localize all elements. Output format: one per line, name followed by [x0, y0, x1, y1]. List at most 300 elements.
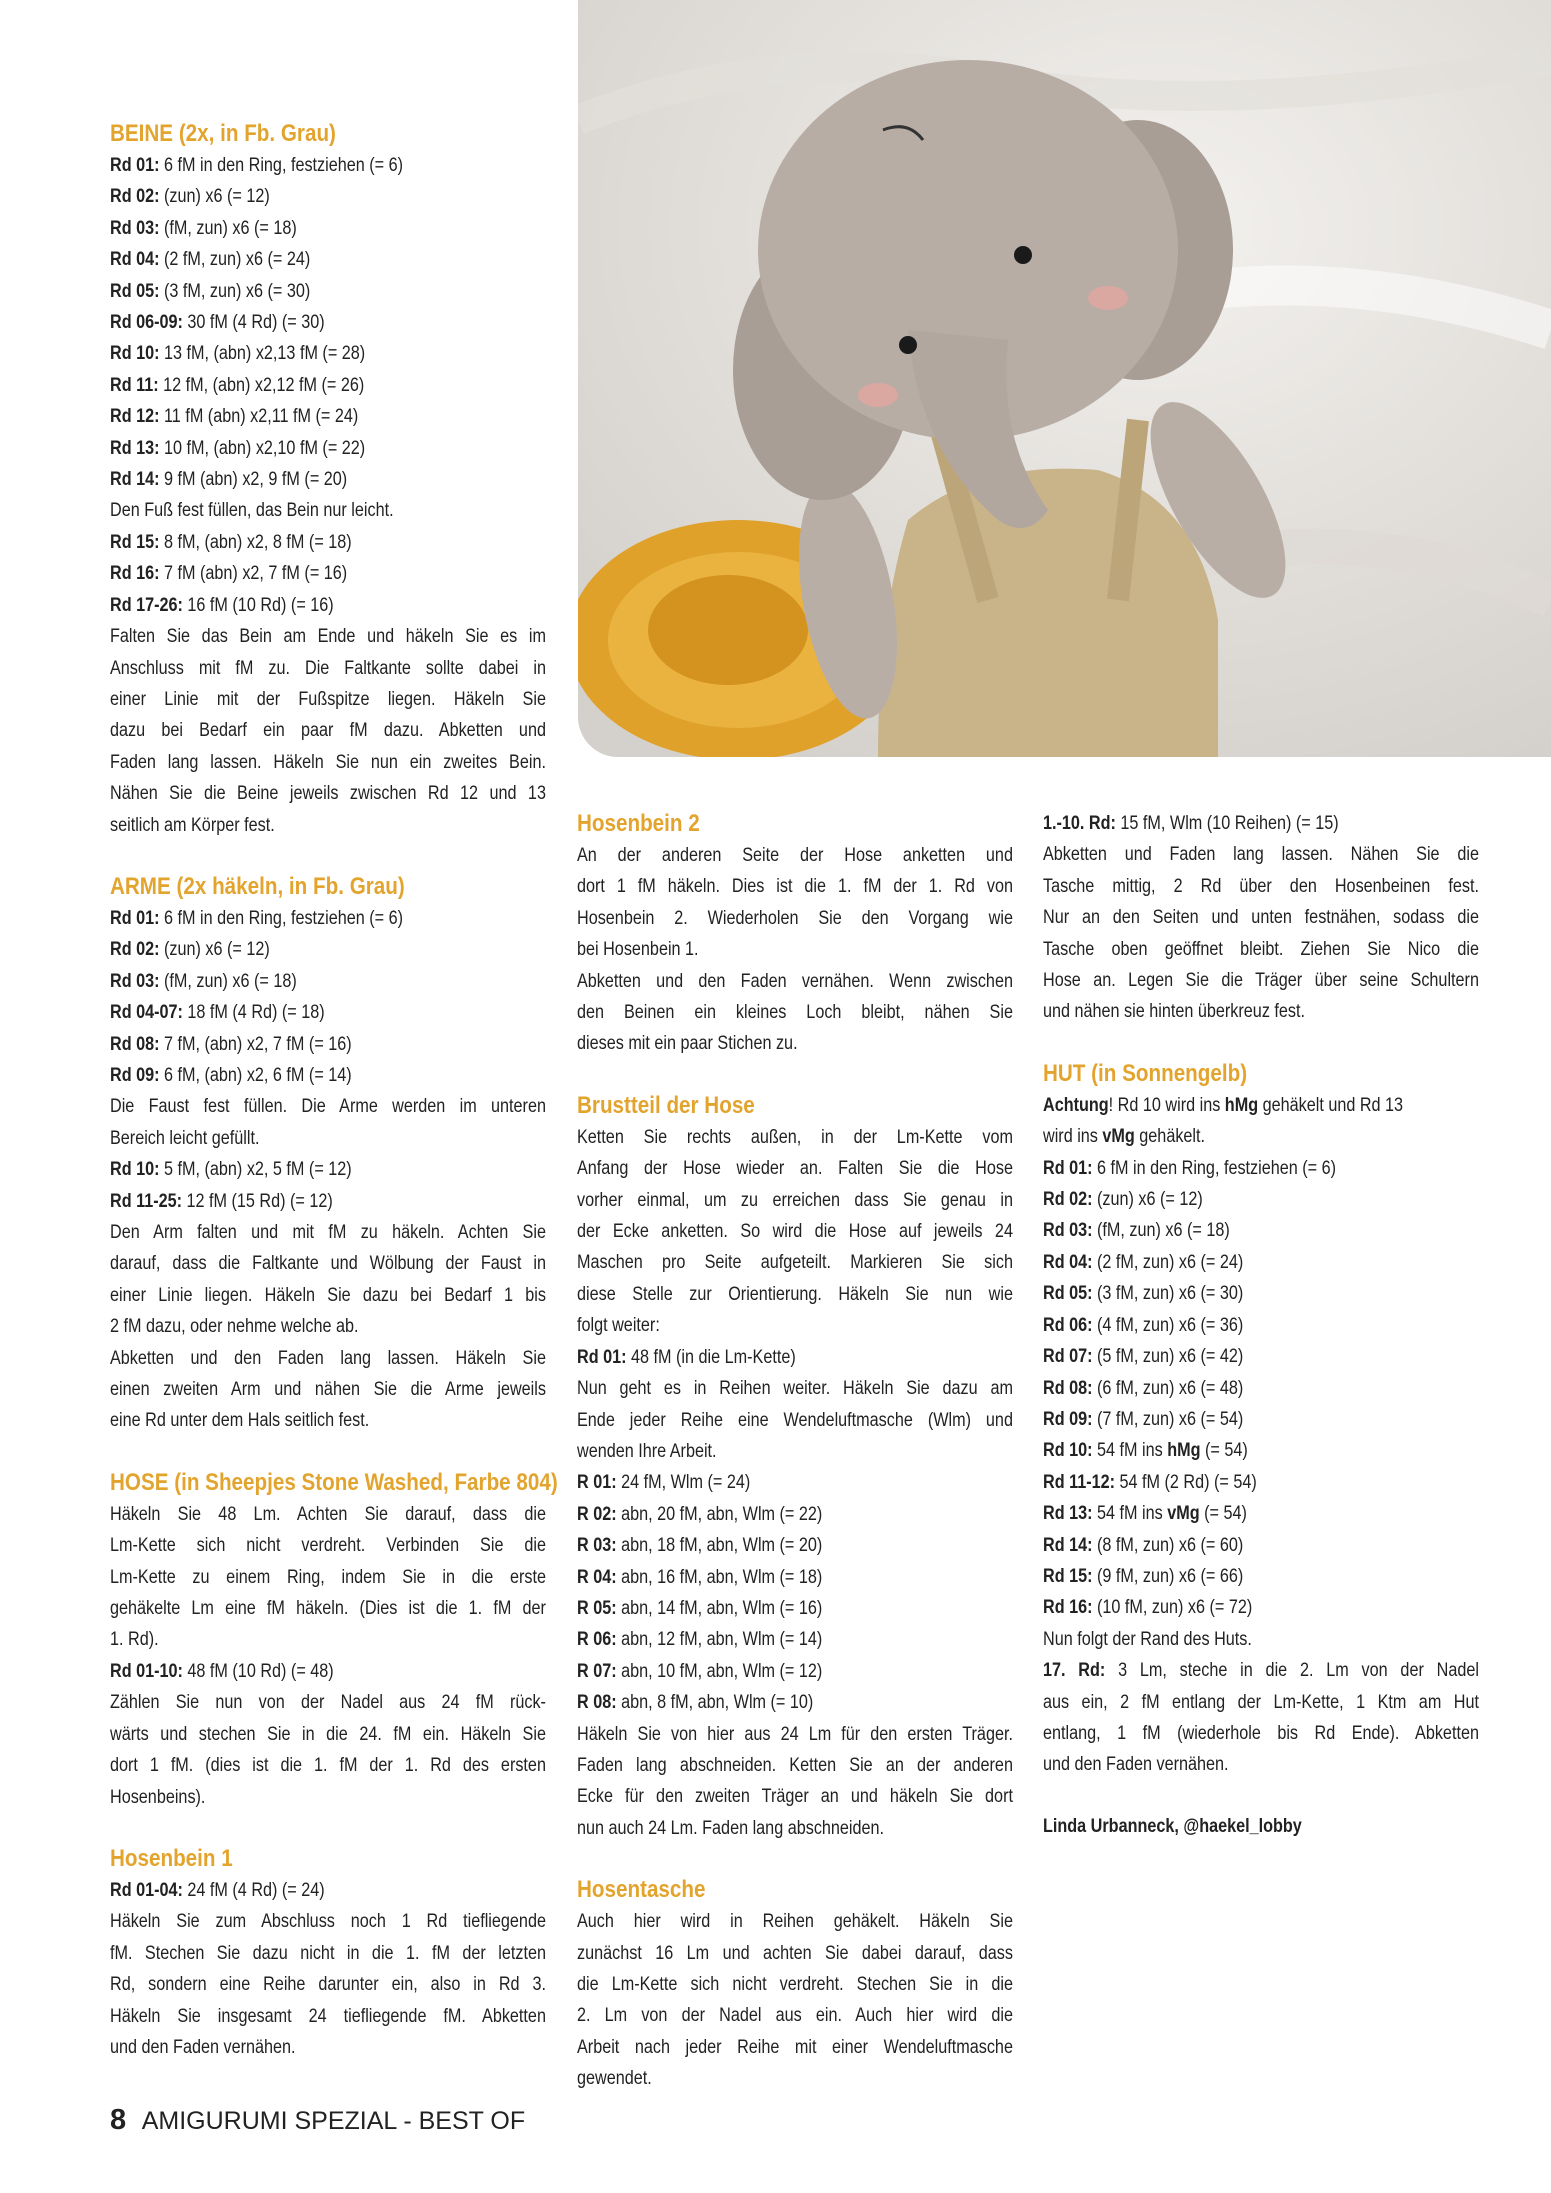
bold-text: Rd 05:: [1043, 1283, 1093, 1305]
text-run: eine Rd unter dem Hals seitlich fest.: [110, 1410, 370, 1432]
text-line: [110, 338, 476, 369]
section: [577, 1874, 1013, 2094]
text-line: [577, 1906, 1013, 1937]
text-run: Nur an den Seiten und unten festnähen, sodass die: [1043, 907, 1479, 929]
text-line: [577, 1373, 1013, 1404]
text-run: (10 fM, zun) x6 (= 72): [1092, 1597, 1253, 1619]
bold-text: Rd 16:: [1043, 1597, 1093, 1619]
bold-text: Achtung: [1043, 1094, 1109, 1116]
bold-text: Rd 03:: [110, 217, 160, 239]
text-run: (zun) x6 (= 12): [1092, 1189, 1203, 1211]
text-line: [110, 778, 546, 809]
text-line: [110, 1154, 476, 1185]
text-line: [110, 1060, 476, 1091]
bold-text: 17. Rd:: [1043, 1660, 1106, 1682]
text-line: [110, 715, 546, 746]
text-line: [577, 1624, 943, 1655]
text-line: [1043, 1341, 1409, 1372]
text-run: 6 fM, (abn) x2, 6 fM (= 14): [159, 1064, 352, 1086]
text-run: (2 fM, zun) x6 (= 24): [1092, 1251, 1244, 1273]
text-run: (9 fM, zun) x6 (= 66): [1092, 1565, 1244, 1587]
text-run: einer Linie liegen. Häkeln Sie dazu bei Bedarf 1 bis: [110, 1284, 546, 1306]
text-run: 16 fM (10 Rd) (= 16): [182, 594, 334, 616]
text-line: [1043, 1435, 1409, 1466]
text-line: [1043, 1655, 1479, 1686]
bold-text: Rd 04:: [110, 249, 160, 271]
text-run: abn, 16 fM, abn, Wlm (= 18): [616, 1566, 823, 1588]
section: [1043, 1058, 1479, 1781]
bold-text: Rd 10:: [1043, 1440, 1093, 1462]
text-line: [577, 966, 1013, 997]
text-line: [110, 1217, 546, 1248]
text-line: [1043, 1561, 1409, 1592]
text-line: [110, 1186, 476, 1217]
text-line: [577, 934, 943, 965]
text-line: [110, 1123, 476, 1154]
text-run: 12 fM, (abn) x2,12 fM (= 26): [158, 374, 365, 396]
text-line: [110, 934, 476, 965]
text-line: [1043, 965, 1479, 996]
text-line: [577, 997, 1013, 1028]
text-run: und den Faden vernähen.: [110, 2036, 296, 2058]
text-run: der Ecke anketten. So wird die Hose auf jeweils 24: [577, 1221, 1013, 1243]
text-run: Häkeln Sie insgesamt 24 tiefliegende fM. Abketten: [110, 2005, 546, 2027]
text-run: nun auch 24 Lm. Faden lang abschneiden.: [577, 1817, 885, 1839]
text-run: 2 fM dazu, oder nehme welche ab.: [110, 1316, 359, 1338]
text-line: [110, 1530, 546, 1561]
text-run: Lm-Kette zu einem Ring, indem Sie in die erste: [110, 1566, 546, 1588]
text-line: [577, 1969, 1013, 2000]
text-run: (3 fM, zun) x6 (= 30): [1092, 1283, 1244, 1305]
bold-text: hMg: [1167, 1440, 1201, 1462]
text-run: Abketten und den Faden vernähen. Wenn zwischen: [577, 970, 1013, 992]
text-line: [1043, 1247, 1409, 1278]
text-run: folgt weiter:: [577, 1315, 660, 1337]
bold-text: 1.-10. Rd:: [1043, 813, 1116, 834]
column-left: [110, 118, 558, 2093]
bold-text: Rd 09:: [1043, 1408, 1093, 1430]
text-run: Rd, sondern eine Reihe darunter ein, also in Rd 3.: [110, 1974, 546, 1996]
bold-text: R 08:: [577, 1692, 617, 1714]
bold-text: Rd 14:: [1043, 1534, 1093, 1556]
text-line: [110, 1750, 546, 1781]
text-run: Nun folgt der Rand des Huts.: [1043, 1628, 1252, 1650]
bold-text: Rd 01:: [110, 155, 160, 176]
text-line: [577, 1687, 943, 1718]
text-run: gehäkelt und Rd 13: [1258, 1094, 1404, 1116]
bold-text: R 03:: [577, 1535, 617, 1557]
text-line: [110, 244, 476, 275]
text-run: Häkeln Sie 48 Lm. Achten Sie darauf, dass die: [110, 1503, 546, 1525]
text-run: Ketten Sie rechts außen, in der Lm-Kette vom: [577, 1126, 1013, 1148]
text-run: abn, 8 fM, abn, Wlm (= 10): [616, 1692, 814, 1714]
text-run: Abketten und den Faden lang lassen. Häkeln Sie: [110, 1347, 546, 1369]
text-run: (2 fM, zun) x6 (= 24): [159, 249, 311, 271]
text-run: 24 fM (4 Rd) (= 24): [182, 1879, 325, 1901]
text-line: [577, 1185, 1013, 1216]
text-line: [577, 1216, 1013, 1247]
bold-text: Rd 01-04:: [110, 1879, 183, 1901]
magazine-title: AMIGURUMI SPEZIAL - BEST OF: [141, 2107, 526, 2135]
bold-text: R 06:: [577, 1629, 617, 1651]
elephant-illustration: [578, 0, 1551, 757]
text-line: [110, 181, 476, 212]
bold-text: vMg: [1167, 1503, 1200, 1525]
text-run: (fM, zun) x6 (= 18): [159, 970, 297, 992]
text-run: gehäkelt.: [1134, 1126, 1206, 1148]
text-line: [110, 276, 476, 307]
text-line: [577, 2063, 943, 2094]
bold-text: R 05:: [577, 1597, 617, 1619]
text-run: abn, 20 fM, abn, Wlm (= 22): [616, 1503, 823, 1525]
text-run: (zun) x6 (= 12): [159, 186, 270, 208]
text-line: [1043, 1718, 1479, 1749]
bold-text: Rd 05:: [110, 280, 160, 302]
section: [1043, 808, 1479, 1028]
text-line: [110, 653, 546, 684]
text-run: Faden lang abschneiden. Ketten Sie an der anderen: [577, 1754, 1013, 1776]
text-line: [577, 903, 1013, 934]
text-run: 54 fM ins: [1092, 1503, 1168, 1525]
text-line: [577, 1562, 943, 1593]
text-line: [110, 213, 476, 244]
bold-text: Rd 06:: [1043, 1314, 1093, 1336]
text-run: dort 1 fM. (dies ist die 1. fM der 1. Rd des ersten: [110, 1755, 546, 1777]
text-run: (4 fM, zun) x6 (= 36): [1092, 1314, 1244, 1336]
text-run: Bereich leicht gefüllt.: [110, 1127, 260, 1149]
text-run: Auch hier wird in Reihen gehäkelt. Häkeln Sie: [577, 1911, 1013, 1933]
text-run: Tasche mittig, 2 Rd über den Hosenbeinen fest.: [1043, 875, 1479, 897]
bold-text: Rd 09:: [110, 1064, 160, 1086]
text-line: [1043, 1310, 1409, 1341]
text-line: [110, 1656, 476, 1687]
text-line: [577, 1122, 1013, 1153]
text-line: [110, 495, 476, 526]
text-line: [110, 2032, 476, 2063]
text-line: [110, 1969, 546, 2000]
text-run: Maschen pro Seite aufgeteilt. Markieren Sie sich: [577, 1252, 1013, 1274]
bold-text: Rd 12:: [110, 406, 160, 428]
text-line: [1043, 1373, 1409, 1404]
text-run: einer Linie mit der Fußspitze liegen. Häkeln Sie: [110, 688, 546, 710]
text-run: Anschluss mit fM zu. Die Faltkante sollte dabei in: [110, 657, 546, 679]
column-right: [1043, 808, 1479, 1872]
bold-text: R 01:: [577, 1472, 617, 1494]
text-line: [1043, 1153, 1409, 1184]
text-run: Ende jeder Reihe eine Wendeluftmasche (Wlm) und: [577, 1409, 1013, 1431]
section: [110, 118, 546, 841]
text-run: entlang, 1 fM (wiederhole bis Rd Ende). Abketten: [1043, 1722, 1479, 1744]
bold-text: R 04:: [577, 1566, 617, 1588]
text-run: 7 fM, (abn) x2, 7 fM (= 16): [159, 1033, 352, 1055]
text-run: 2. Lm von der Nadel aus ein. Auch hier wird die: [577, 2005, 1013, 2027]
text-run: abn, 14 fM, abn, Wlm (= 16): [616, 1597, 823, 1619]
bold-text: Rd 11-12:: [1043, 1471, 1116, 1493]
text-run: (zun) x6 (= 12): [159, 939, 270, 961]
text-line: [577, 1499, 943, 1530]
text-run: (8 fM, zun) x6 (= 60): [1092, 1534, 1244, 1556]
text-run: An der anderen Seite der Hose anketten und: [577, 845, 1013, 866]
text-run: Ecke für den zweiten Träger an und häkeln Sie dort: [577, 1786, 1013, 1808]
page-footer: [110, 2104, 525, 2137]
text-run: 18 fM (4 Rd) (= 18): [182, 1002, 325, 1024]
text-run: und nähen sie hinten überkreuz fest.: [1043, 1001, 1306, 1023]
bold-text: Rd 13:: [1043, 1503, 1093, 1525]
text-line: [110, 810, 476, 841]
text-line: [110, 401, 476, 432]
text-line: [1043, 808, 1409, 839]
text-line: [577, 871, 1013, 902]
bold-text: Rd 10:: [110, 343, 160, 365]
text-run: Den Fuß fest füllen, das Bein nur leicht.: [110, 500, 394, 522]
text-run: 54 fM (2 Rd) (= 54): [1115, 1471, 1257, 1493]
text-run: 30 fM (4 Rd) (= 30): [182, 312, 325, 334]
text-run: (fM, zun) x6 (= 18): [1092, 1220, 1230, 1242]
text-line: [110, 997, 476, 1028]
text-run: gewendet.: [577, 2068, 652, 2090]
text-run: Faden lang lassen. Häkeln Sie nun ein zweites Bein.: [110, 751, 546, 773]
text-line: [110, 307, 476, 338]
text-line: [577, 1342, 943, 1373]
text-run: 12 fM (15 Rd) (= 12): [182, 1190, 333, 1212]
text-line: [110, 903, 476, 934]
section: [577, 808, 1013, 1060]
text-line: [110, 966, 476, 997]
bold-text: Rd 15:: [110, 531, 160, 553]
text-run: und den Faden vernähen.: [1043, 1754, 1229, 1776]
section-heading: ARME (2x häkeln, in Fb. Grau): [110, 872, 405, 900]
text-run: Anfang der Hose wieder an. Falten Sie die Hose: [577, 1158, 1013, 1180]
text-line: [577, 1153, 1013, 1184]
text-line: [1043, 1687, 1479, 1718]
text-line: [1043, 1749, 1409, 1780]
text-run: gehäkelte Lm eine fM häkeln. (Dies ist die 1. fM der: [110, 1598, 546, 1620]
bold-text: Rd 13:: [110, 437, 160, 459]
bold-text: Rd 04:: [1043, 1251, 1093, 1273]
bold-text: Rd 02:: [110, 939, 160, 961]
text-line: [110, 150, 476, 181]
text-run: vorher einmal, um zu erreichen dass Sie genau in: [577, 1189, 1013, 1211]
text-run: 48 fM (in die Lm-Kette): [626, 1346, 796, 1368]
text-run: einen zweiten Arm und nähen Sie die Arme jeweils: [110, 1379, 546, 1401]
text-run: 24 fM, Wlm (= 24): [616, 1472, 751, 1494]
text-run: Nähen Sie die Beine jeweils zwischen Rd 12 und 13: [110, 783, 546, 805]
text-line: [1043, 1624, 1409, 1655]
text-run: diese Stelle zur Orientierung. Häkeln Sie nun wie: [577, 1283, 1013, 1305]
text-line: [110, 1374, 546, 1405]
text-run: dazu bei Bedarf ein paar fM dazu. Abketten und: [110, 720, 546, 742]
text-line: [110, 1624, 476, 1655]
text-line: [1043, 934, 1479, 965]
text-run: 1. Rd).: [110, 1629, 159, 1651]
text-run: wärts und stechen Sie in die 24. fM ein. Häkeln Sie: [110, 1723, 546, 1745]
text-run: (= 54): [1200, 1440, 1248, 1462]
text-line: [577, 1467, 943, 1498]
text-run: bei Hosenbein 1.: [577, 939, 699, 961]
text-line: [110, 1938, 546, 1969]
text-run: 5 fM, (abn) x2, 5 fM (= 12): [159, 1159, 352, 1181]
page-number: 8: [110, 2104, 127, 2136]
bold-text: Rd 17-26:: [110, 594, 183, 616]
text-run: zunächst 16 Lm und achten Sie dabei darauf, dass: [577, 1942, 1013, 1964]
text-run: darauf, dass die Faltkante und Wölbung der Faust in: [110, 1253, 546, 1275]
text-line: [1043, 1090, 1409, 1121]
text-line: [1043, 1121, 1409, 1152]
text-line: [110, 1875, 476, 1906]
text-run: aus ein, 2 fM entlang der Lm-Kette, 1 Ktm am Hut: [1043, 1691, 1479, 1713]
bold-text: vMg: [1102, 1126, 1135, 1148]
text-line: [1043, 1404, 1409, 1435]
bold-text: hMg: [1224, 1094, 1259, 1116]
section-heading: Hosenbein 2: [577, 810, 700, 837]
text-run: abn, 10 fM, abn, Wlm (= 12): [616, 1660, 823, 1682]
text-run: (3 fM, zun) x6 (= 30): [159, 280, 311, 302]
text-line: [577, 1279, 1013, 1310]
section: [110, 871, 546, 1437]
text-run: (6 fM, zun) x6 (= 48): [1092, 1377, 1244, 1399]
bold-text: Linda Urbanneck, @haekel_lobby: [1043, 1815, 1302, 1837]
text-run: Hosenbeins).: [110, 1786, 206, 1808]
text-line: [577, 1781, 1013, 1812]
section: [110, 1467, 558, 1813]
text-line: [1043, 1530, 1409, 1561]
bold-text: Rd 14:: [110, 469, 160, 491]
text-line: [577, 840, 1013, 871]
bold-text: Rd 08:: [110, 1033, 160, 1055]
text-run: den Beinen ein kleines Loch bleibt, nähen Sie: [577, 1002, 1013, 1024]
text-line: [110, 1029, 476, 1060]
text-run: dieses mit ein paar Stichen zu.: [577, 1033, 798, 1055]
text-line: [577, 1750, 1013, 1781]
text-line: [1043, 996, 1409, 1027]
text-run: Den Arm falten und mit fM zu häkeln. Achten Sie: [110, 1222, 546, 1243]
text-run: (7 fM, zun) x6 (= 54): [1092, 1408, 1244, 1430]
text-line: [110, 1405, 476, 1436]
bold-text: Rd 01:: [110, 907, 160, 929]
bold-text: Rd 07:: [1043, 1346, 1093, 1368]
text-run: abn, 12 fM, abn, Wlm (= 14): [616, 1629, 823, 1651]
text-line: [110, 747, 546, 778]
bold-text: R 07:: [577, 1660, 617, 1682]
text-run: Häkeln Sie von hier aus 24 Lm für den ersten Träger.: [577, 1723, 1013, 1745]
text-line: [110, 1248, 546, 1279]
text-line: [110, 558, 476, 589]
text-line: [110, 1906, 546, 1937]
text-run: 11 fM (abn) x2,11 fM (= 24): [159, 406, 359, 428]
text-line: [577, 1028, 943, 1059]
section: [110, 1843, 546, 2063]
bold-text: Rd 15:: [1043, 1565, 1093, 1587]
text-run: 8 fM, (abn) x2, 8 fM (= 18): [159, 531, 352, 553]
section: [577, 1090, 1013, 1844]
section-heading: HOSE (in Sheepjes Stone Washed, Farbe 804): [110, 1468, 558, 1496]
text-run: 10 fM, (abn) x2,10 fM (= 22): [159, 437, 366, 459]
text-line: [577, 1813, 943, 1844]
text-line: [110, 590, 476, 621]
text-line: [577, 1310, 943, 1341]
section-heading: Hosenbein 1: [110, 1844, 233, 1872]
text-line: [1043, 871, 1479, 902]
bold-text: Rd 06-09:: [110, 312, 183, 334]
text-run: Hosenbein 2. Wiederholen Sie den Vorgang wie: [577, 907, 1013, 929]
text-run: 3 Lm, steche in die 2. Lm von der Nadel: [1105, 1660, 1479, 1682]
bold-text: Rd 02:: [110, 186, 160, 208]
text-run: 13 fM, (abn) x2,13 fM (= 28): [159, 343, 366, 365]
section: [1043, 1811, 1479, 1842]
text-line: [577, 1436, 943, 1467]
text-run: 6 fM in den Ring, festziehen (= 6): [1092, 1157, 1337, 1179]
text-line: [577, 1247, 1013, 1278]
text-line: [110, 1343, 546, 1374]
text-run: Arbeit nach jeder Reihe mit einer Wendeluftmasche: [577, 2036, 1013, 2058]
bold-text: Rd 01:: [1043, 1157, 1093, 1179]
text-line: [110, 1562, 546, 1593]
text-run: wird ins: [1043, 1126, 1103, 1148]
text-run: die Lm-Kette sich nicht verdreht. Stechen Sie in die: [577, 1974, 1013, 1995]
text-line: [110, 433, 476, 464]
text-run: Abketten und Faden lang lassen. Nähen Sie die: [1043, 844, 1479, 866]
text-run: Die Faust fest füllen. Die Arme werden im unteren: [110, 1096, 546, 1118]
text-line: [110, 1311, 476, 1342]
section-heading: BEINE (2x, in Fb. Grau): [110, 120, 336, 147]
text-run: dort 1 fM häkeln. Dies ist die 1. fM der 1. Rd von: [577, 876, 1013, 898]
text-line: [110, 1280, 546, 1311]
column-middle: [577, 808, 1013, 2125]
text-run: wenden Ihre Arbeit.: [577, 1440, 717, 1462]
text-run: 6 fM in den Ring, festziehen (= 6): [159, 155, 404, 176]
bold-text: Rd 16:: [110, 563, 160, 585]
text-line: [110, 464, 476, 495]
text-run: Tasche oben geöffnet bleibt. Ziehen Sie Nico die: [1043, 938, 1479, 960]
text-line: [110, 1782, 476, 1813]
text-line: [110, 621, 546, 652]
text-line: [1043, 902, 1479, 933]
text-line: [110, 1719, 546, 1750]
text-run: seitlich am Körper fest.: [110, 814, 275, 836]
bold-text: Rd 02:: [1043, 1189, 1093, 1211]
bold-text: Rd 11-25:: [110, 1190, 183, 1212]
text-line: [110, 1499, 546, 1530]
text-run: (= 54): [1199, 1503, 1247, 1525]
text-run: Häkeln Sie zum Abschluss noch 1 Rd tiefliegende: [110, 1911, 546, 1933]
text-line: [110, 1687, 546, 1718]
bold-text: Rd 08:: [1043, 1377, 1093, 1399]
bold-text: Rd 01-10:: [110, 1660, 183, 1682]
text-run: ! Rd 10 wird ins: [1108, 1094, 1225, 1116]
bold-text: Rd 10:: [110, 1159, 160, 1181]
text-line: [1043, 1498, 1409, 1529]
text-run: fM. Stechen Sie dazu nicht in die 1. fM der letzten: [110, 1942, 546, 1964]
text-line: [110, 684, 546, 715]
text-line: [110, 2001, 546, 2032]
text-line: [577, 1405, 1013, 1436]
elephant-photo: [578, 0, 1551, 757]
bold-text: Rd 03:: [110, 970, 160, 992]
text-run: abn, 18 fM, abn, Wlm (= 20): [616, 1535, 823, 1557]
section-heading: Hosentasche: [577, 1876, 706, 1904]
section-heading: Brustteil der Hose: [577, 1091, 755, 1119]
text-run: 9 fM (abn) x2, 9 fM (= 20): [159, 469, 348, 491]
bold-text: Rd 01:: [577, 1346, 627, 1368]
text-line: [577, 2000, 1013, 2031]
text-run: (fM, zun) x6 (= 18): [159, 217, 297, 239]
text-run: 7 fM (abn) x2, 7 fM (= 16): [159, 563, 348, 585]
text-line: [1043, 1278, 1409, 1309]
text-run: 6 fM in den Ring, festziehen (= 6): [159, 907, 404, 929]
text-run: 48 fM (10 Rd) (= 48): [182, 1660, 334, 1682]
text-run: Nun geht es in Reihen weiter. Häkeln Sie dazu am: [577, 1378, 1013, 1400]
text-line: [577, 1719, 1013, 1750]
